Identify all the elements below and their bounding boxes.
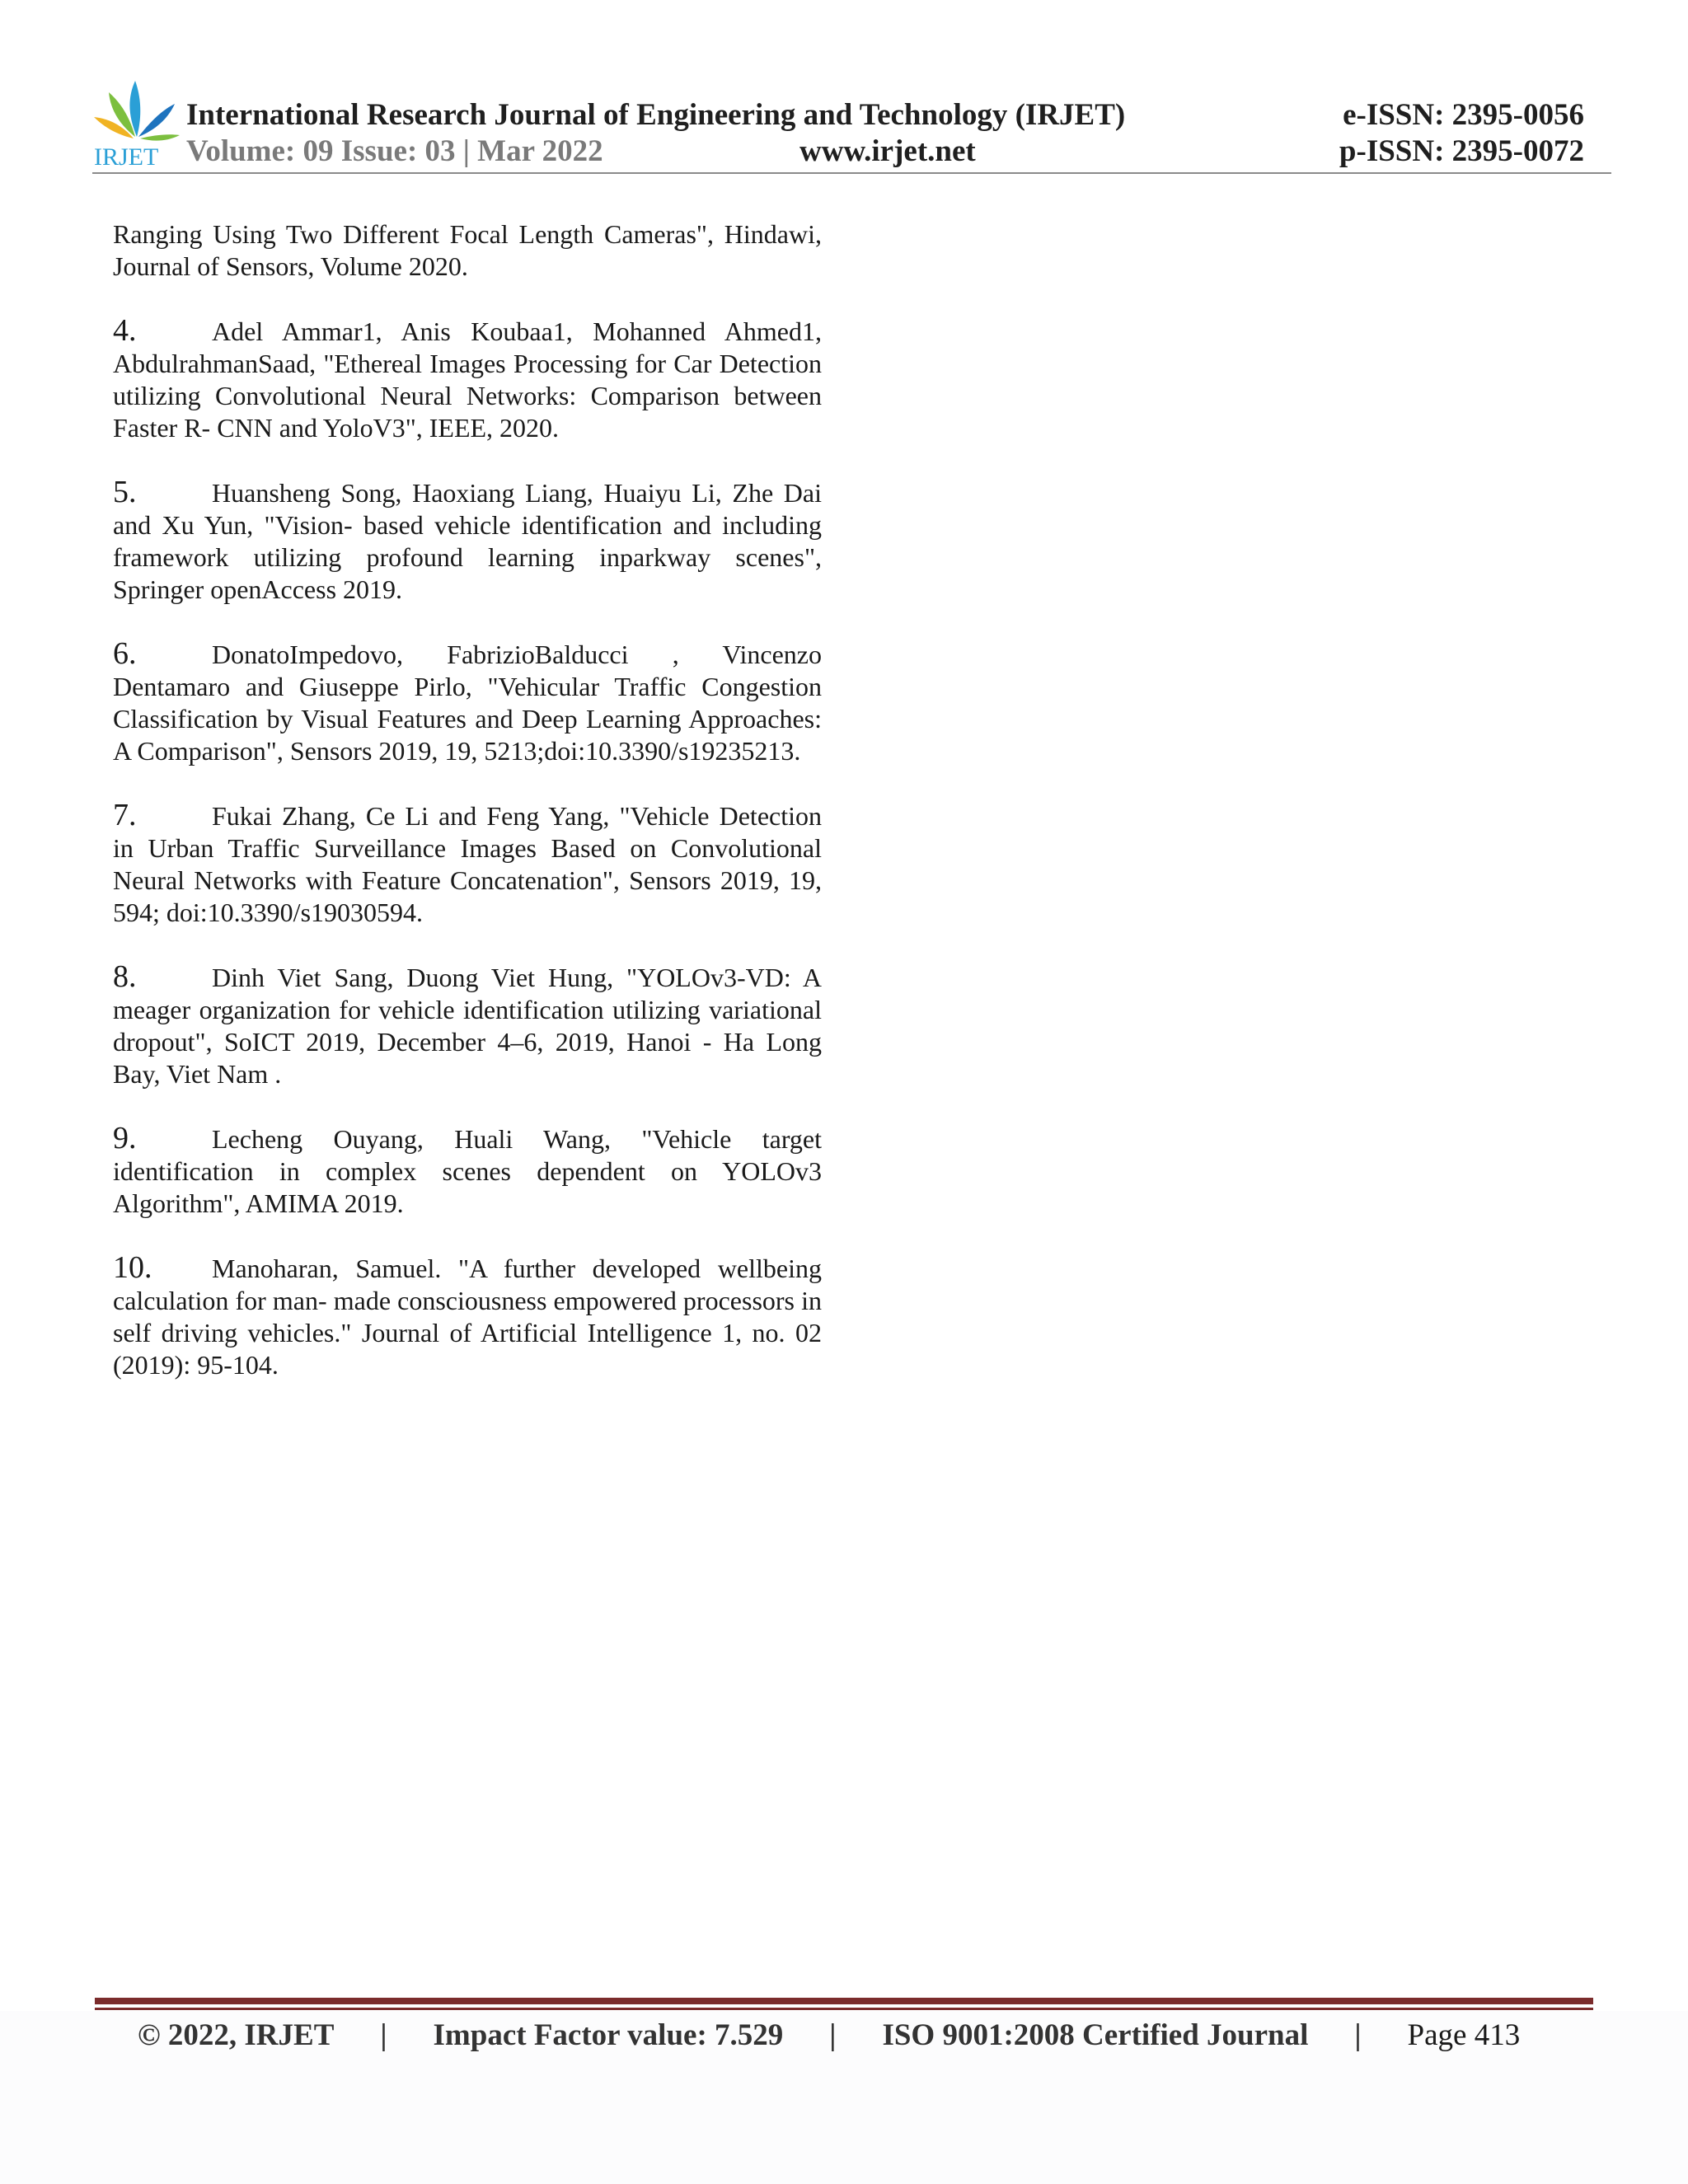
e-issn: e-ISSN: 2395-0056 — [1343, 98, 1584, 132]
reference-number: 4. — [113, 313, 137, 348]
footer-copyright: © 2022, IRJET — [138, 2018, 335, 2052]
reference-list — [113, 218, 822, 1413]
logo-text: IRJET — [94, 143, 159, 168]
page-number: Page 413 — [1407, 2018, 1521, 2052]
footer-iso: ISO 9001:2008 Certified Journal — [882, 2018, 1309, 2052]
footer-separator: | — [829, 2018, 837, 2052]
p-issn: p-ISSN: 2395-0072 — [1339, 134, 1584, 168]
header-divider — [92, 172, 1611, 174]
reference-item — [113, 638, 822, 767]
footer-divider-thin — [95, 2008, 1593, 2010]
reference-number: 5. — [113, 475, 137, 509]
reference-text: Huansheng Song, Haoxiang Liang, Huaiyu Li, Zhe Dai and Xu Yun, "Vision- based vehicle identification and including framework utilizing profound learning inparkway scenes", Springer openAccess 2019. — [113, 478, 822, 604]
reference-continued — [113, 218, 822, 283]
reference-text: Adel Ammar1, Anis Koubaa1, Mohanned Ahmed1, AbdulrahmanSaad, "Ethereal Images Processing for Car Detection utilizing Convolutional Neural Networks: Comparison between Faster R- CNN and YoloV3", IEEE, 2020. — [113, 316, 822, 443]
reference-item — [113, 476, 822, 606]
irjet-logo-icon — [92, 76, 181, 168]
reference-item — [113, 1252, 822, 1381]
reference-number: 10. — [113, 1250, 152, 1285]
reference-number: 7. — [113, 798, 137, 832]
reference-item — [113, 1122, 822, 1220]
reference-text: Dinh Viet Sang, Duong Viet Hung, "YOLOv3-VD: A meager organization for vehicle identification utilizing variational dropout", SoICT 2019, December 4–6, 2019, Hanoi - Ha Long Bay, Viet Nam . — [113, 963, 822, 1089]
reference-text: Ranging Using Two Different Focal Length Cameras", Hindawi, Journal of Sensors, Volume 2020. — [113, 219, 822, 281]
footer-impact-factor: Impact Factor value: 7.529 — [433, 2018, 784, 2052]
reference-item — [113, 961, 822, 1090]
volume-issue: Volume: 09 Issue: 03 | Mar 2022 — [186, 134, 603, 168]
journal-title: International Research Journal of Engineering and Technology (IRJET) — [186, 98, 1126, 132]
reference-text: Manoharan, Samuel. "A further developed wellbeing calculation for man- made consciousness empowered processors in self driving vehicles." Journal of Artificial Intelligence 1, no. 02 (2019): 95-104. — [113, 1254, 822, 1380]
reference-number: 8. — [113, 959, 137, 994]
footer-divider-thick — [95, 1998, 1593, 2004]
journal-website-link[interactable]: www.irjet.net — [799, 134, 976, 168]
reference-number: 9. — [113, 1121, 137, 1155]
reference-item — [113, 315, 822, 444]
footer-separator: | — [380, 2018, 387, 2052]
page-header — [0, 0, 1688, 177]
reference-item — [113, 799, 822, 929]
reference-text: DonatoImpedovo, FabrizioBalducci , Vincenzo Dentamaro and Giuseppe Pirlo, "Vehicular Traffic Congestion Classification by Visual Features and Deep Learning Approaches: A Comparison", Sensors 2019, 19, 5213;doi:10.3390/s19235213. — [113, 640, 822, 766]
reference-text: Lecheng Ouyang, Huali Wang, "Vehicle target identification in complex scenes dependent on YOLOv3 Algorithm", AMIMA 2019. — [113, 1124, 822, 1218]
page-footer — [138, 2018, 1520, 2053]
reference-text: Fukai Zhang, Ce Li and Feng Yang, "Vehicle Detection in Urban Traffic Surveillance Images Based on Convolutional Neural Networks with Feature Concatenation", Sensors 2019, 19, 594; doi:10.3390/s19030594. — [113, 801, 822, 927]
footer-separator: | — [1354, 2018, 1362, 2052]
reference-number: 6. — [113, 636, 137, 671]
